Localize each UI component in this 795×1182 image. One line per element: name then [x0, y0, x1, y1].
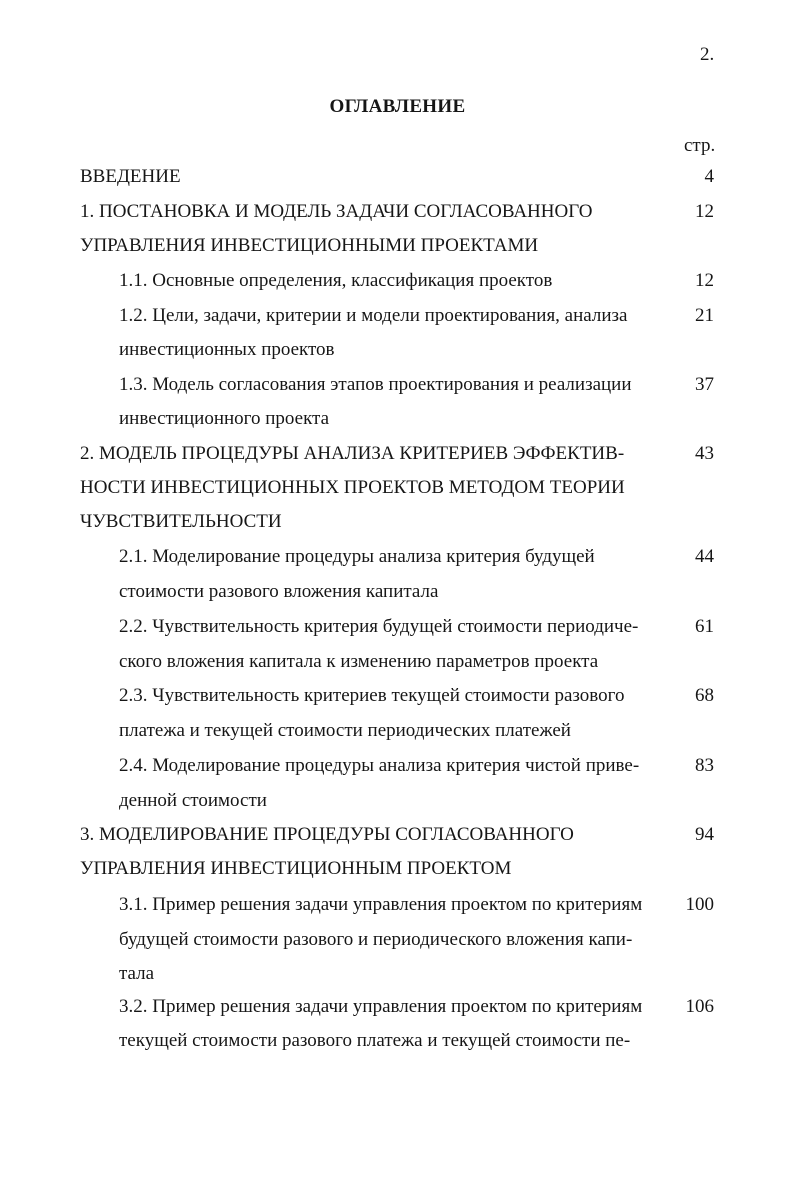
- page-number: 2.: [700, 44, 715, 65]
- toc-section-2-2-line-1: 2.2. Чувствительность критерия будущей стоимости периодиче-: [119, 616, 639, 637]
- toc-chapter-2-line-3: ЧУВСТВИТЕЛЬНОСТИ: [80, 511, 282, 532]
- toc-chapter-3-line-1: 3. МОДЕЛИРОВАНИЕ ПРОЦЕДУРЫ СОГЛАСОВАННОГО: [80, 824, 574, 845]
- toc-chapter-1-line-2: УПРАВЛЕНИЯ ИНВЕСТИЦИОННЫМИ ПРОЕКТАМИ: [80, 235, 539, 256]
- toc-chapter-3-line-2: УПРАВЛЕНИЯ ИНВЕСТИЦИОННЫМ ПРОЕКТОМ: [80, 858, 512, 879]
- toc-page-number: 106: [685, 996, 714, 1017]
- toc-page-number: 12: [695, 201, 714, 222]
- toc-chapter-1-line-1: 1. ПОСТАНОВКА И МОДЕЛЬ ЗАДАЧИ СОГЛАСОВАННОГО: [80, 201, 593, 222]
- toc-section-1-3-line-1: 1.3. Модель согласования этапов проектирования и реализации: [119, 374, 632, 395]
- toc-page-number: 4: [704, 166, 714, 187]
- toc-chapter-2-line-1: 2. МОДЕЛЬ ПРОЦЕДУРЫ АНАЛИЗА КРИТЕРИЕВ ЭФФЕКТИВ-: [80, 443, 625, 464]
- toc-section-1-2-line-2: инвестиционных проектов: [119, 339, 335, 360]
- toc-section-3-1-line-2: будущей стоимости разового и периодического вложения капи-: [119, 929, 633, 950]
- page-column-header: стр.: [684, 135, 716, 156]
- toc-section-3-1-line-3: тала: [119, 963, 155, 984]
- toc-section-2-3-line-1: 2.3. Чувствительность критериев текущей стоимости разового: [119, 685, 625, 706]
- toc-page-number: 68: [695, 685, 714, 706]
- toc-page-number: 100: [685, 894, 714, 915]
- toc-section-1-1: 1.1. Основные определения, классификация проектов: [119, 270, 553, 291]
- toc-page-number: 12: [695, 270, 714, 291]
- toc-section-2-3-line-2: платежа и текущей стоимости периодических платежей: [119, 720, 571, 741]
- toc-page-number: 43: [695, 443, 714, 464]
- toc-section-1-3-line-2: инвестиционного проекта: [119, 408, 330, 429]
- toc-page-number: 21: [695, 305, 714, 326]
- toc-section-2-1-line-2: стоимости разового вложения капитала: [119, 581, 439, 602]
- toc-page-number: 94: [695, 824, 714, 845]
- toc-section-2-4-line-1: 2.4. Моделирование процедуры анализа критерия чистой приве-: [119, 755, 640, 776]
- toc-page-number: 61: [695, 616, 714, 637]
- toc-section-3-1-line-1: 3.1. Пример решения задачи управления проектом по критериям: [119, 894, 643, 915]
- toc-section-2-4-line-2: денной стоимости: [119, 790, 267, 811]
- toc-section-2-2-line-2: ского вложения капитала к изменению параметров проекта: [119, 651, 599, 672]
- toc-page-number: 37: [695, 374, 714, 395]
- toc-page-number: 83: [695, 755, 714, 776]
- toc-title: ОГЛАВЛЕНИЕ: [329, 96, 466, 117]
- toc-section-3-2-line-1: 3.2. Пример решения задачи управления проектом по критериям: [119, 996, 643, 1017]
- toc-section-2-1-line-1: 2.1. Моделирование процедуры анализа критерия будущей: [119, 546, 595, 567]
- toc-chapter-2-line-2: НОСТИ ИНВЕСТИЦИОННЫХ ПРОЕКТОВ МЕТОДОМ ТЕОРИИ: [80, 477, 625, 498]
- toc-page-number: 44: [695, 546, 714, 567]
- toc-section-3-2-line-2: текущей стоимости разового платежа и текущей стоимости пе-: [119, 1030, 631, 1051]
- toc-entry-introduction: ВВЕДЕНИЕ: [80, 166, 181, 187]
- toc-section-1-2-line-1: 1.2. Цели, задачи, критерии и модели проектирования, анализа: [119, 305, 628, 326]
